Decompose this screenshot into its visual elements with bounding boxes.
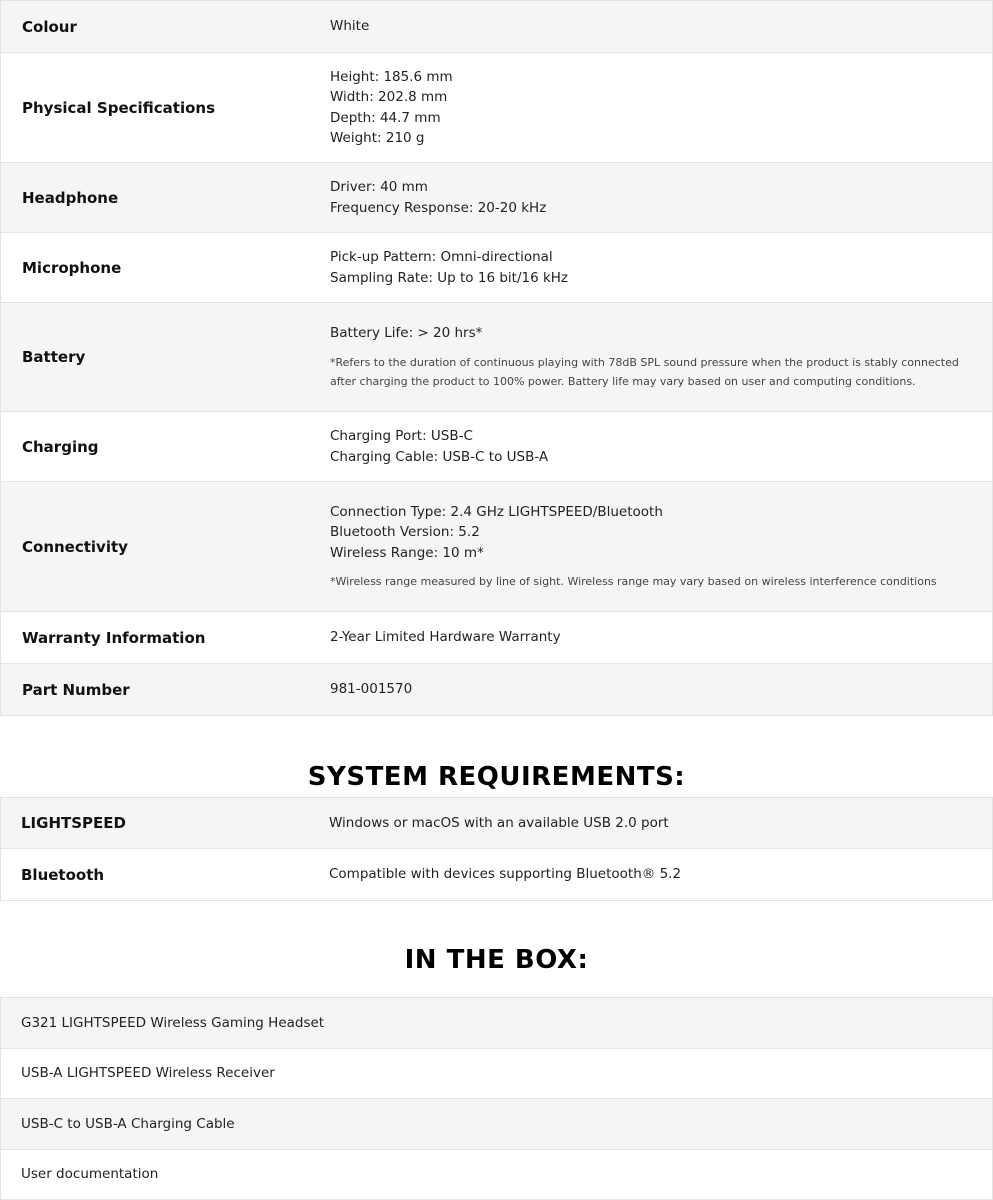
requirement-row-lightspeed xyxy=(0,798,993,849)
spec-footnote: *Refers to the duration of continuous playing with 78dB SPL sound pressure when the product is stably connected after charging the product to 100% power. Battery life may vary based on user and computing conditions. xyxy=(330,355,959,388)
spec-value-line: 2-Year Limited Hardware Warranty xyxy=(330,629,561,646)
spec-label: Connectivity xyxy=(22,537,128,556)
spec-row-connectivity xyxy=(0,482,993,612)
requirement-label: LIGHTSPEED xyxy=(21,814,126,832)
spec-row-part-number xyxy=(0,664,993,716)
spec-value xyxy=(330,323,992,391)
spec-value-line: Frequency Response: 20-20 kHz xyxy=(330,199,547,216)
in-the-box-heading: IN THE BOX: xyxy=(404,945,589,975)
requirement-label: Bluetooth xyxy=(21,865,105,884)
spec-value-line: Width: 202.8 mm xyxy=(330,89,448,105)
spec-label: Physical Specifications xyxy=(22,98,216,117)
spec-row-headphone xyxy=(0,163,993,233)
spec-value xyxy=(330,16,992,37)
spec-label: Battery xyxy=(22,348,86,366)
spec-value-line: Bluetooth Version: 5.2 xyxy=(330,524,480,541)
system-requirements-table xyxy=(0,797,993,901)
list-item: User documentation xyxy=(0,1150,993,1200)
spec-value-line: 981-001570 xyxy=(330,681,413,698)
list-item: USB-A LIGHTSPEED Wireless Receiver xyxy=(0,1049,993,1100)
list-item: USB-C to USB-A Charging Cable xyxy=(0,1099,993,1150)
spec-value xyxy=(330,627,992,648)
requirement-value: Windows or macOS with an available USB 2.0 port xyxy=(329,814,669,831)
spec-row-battery xyxy=(0,303,993,412)
spec-label: Part Number xyxy=(22,680,130,699)
spec-row-colour xyxy=(0,1,993,53)
in-the-box-list xyxy=(0,997,993,1200)
spec-value-line: Weight: 210 g xyxy=(330,130,425,146)
spec-value-line: Charging Cable: USB-C to USB-A xyxy=(330,448,549,465)
spec-value-line: Wireless Range: 10 m* xyxy=(330,544,484,561)
spec-value-line: Connection Type: 2.4 GHz LIGHTSPEED/Bluetooth xyxy=(330,503,663,520)
spec-value-line: Depth: 44.7 mm xyxy=(330,109,441,126)
spec-value xyxy=(330,679,992,700)
spec-row-physical xyxy=(0,53,993,163)
requirement-value: Compatible with devices supporting Bluetooth® 5.2 xyxy=(329,866,682,883)
spec-value xyxy=(330,426,992,467)
spec-value-line: Battery Life: > 20 hrs* xyxy=(330,325,483,342)
list-item: G321 LIGHTSPEED Wireless Gaming Headset xyxy=(0,998,993,1049)
spec-value xyxy=(330,177,992,218)
spec-value-line: Charging Port: USB-C xyxy=(330,428,473,444)
spec-label: Charging xyxy=(22,437,99,456)
spec-row-warranty xyxy=(0,612,993,664)
spec-label: Microphone xyxy=(22,258,122,277)
system-requirements-heading: SYSTEM REQUIREMENTS: xyxy=(307,762,686,792)
spec-row-microphone xyxy=(0,233,993,303)
spec-label: Warranty Information xyxy=(22,628,206,647)
spec-value-line: Driver: 40 mm xyxy=(330,179,428,195)
spec-value xyxy=(330,247,992,288)
spec-value-line: Pick-up Pattern: Omni-directional xyxy=(330,249,553,265)
spec-value-line: Sampling Rate: Up to 16 bit/16 kHz xyxy=(330,269,569,286)
spec-label: Colour xyxy=(22,17,77,36)
spec-value-line: Height: 185.6 mm xyxy=(330,68,453,85)
spec-footnote: *Wireless range measured by line of sight. Wireless range may vary based on wireless interference conditions xyxy=(330,575,937,589)
requirement-row-bluetooth xyxy=(0,849,993,901)
spec-value-line: White xyxy=(330,18,370,35)
spec-value xyxy=(330,502,992,592)
spec-row-charging xyxy=(0,412,993,482)
spec-value xyxy=(330,67,992,149)
spec-label: Headphone xyxy=(22,188,119,207)
